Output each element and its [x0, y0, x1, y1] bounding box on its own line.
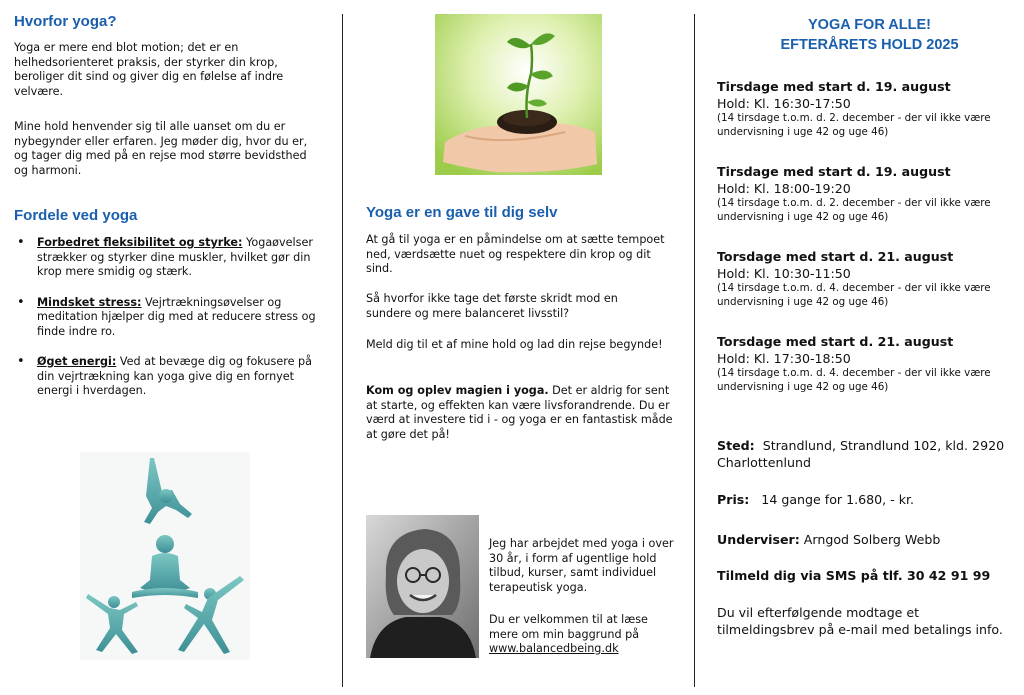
column-divider-left — [342, 14, 343, 687]
gift-paragraph-2: Så hvorfor ikke tage det første skridt mod en sundere og mere balanceret livsstil? — [366, 292, 618, 320]
plant-in-hands-image — [435, 14, 602, 175]
teacher-value: Arngod Solberg Webb — [799, 532, 941, 547]
why-yoga-paragraph-1: Yoga er mere end blot motion; det er en helhedsorienteret praksis, der styrker din krop, beroliger dit sind og giver dig en følelse af indre velvære. — [14, 41, 284, 98]
location-value: Strandlund, Strandlund 102, kld. 2920 Charlottenlund — [717, 438, 1009, 470]
benefit-title: Forbedret fleksibilitet og styrke: — [37, 236, 243, 249]
why-yoga-heading: Hvorfor yoga? — [14, 13, 117, 30]
schedule-title — [717, 15, 1022, 55]
column-right — [717, 0, 1017, 695]
price-label: Pris: — [717, 492, 750, 507]
class-title: Tirsdage med start d. 19. august — [717, 79, 951, 94]
bio-paragraph-2-text: Du er velkommen til at læse mere om min baggrund på — [489, 613, 648, 641]
schedule-title-line-2: EFTERÅRETS HOLD 2025 — [780, 37, 959, 53]
benefit-text: Ved at bevæge dig og fokusere på din vejrtrækning kan yoga give dig en fornyet energi i hverdagen. — [37, 355, 312, 397]
benefits-heading: Fordele ved yoga — [14, 207, 138, 224]
column-divider-right — [694, 14, 695, 687]
class-block — [717, 78, 1017, 139]
class-note: (14 tirsdage t.o.m. d. 2. december - der vil ikke være undervisning i uge 42 og uge 46) — [717, 112, 991, 138]
why-yoga-paragraph-2: Mine hold henvender sig til alle uanset om du er nybegynder eller erfaren. Jeg møder dig, hvor du er, og tager dig med på en rejse mod større bevidsthed og harmoni. — [14, 120, 308, 177]
gift-callout: Kom og oplev magien i yoga. — [366, 384, 549, 397]
price-value: 14 gange for 1.680, - kr. — [749, 492, 915, 507]
class-note: (14 tirsdage t.o.m. d. 4. december - der vil ikke være undervisning i uge 42 og uge 46) — [717, 367, 991, 393]
bio-paragraph-1: Jeg har arbejdet med yoga i over 30 år, i form af ugentlige hold tilbud, kurser, samt individuel terapeutisk yoga. — [489, 537, 674, 594]
class-note: (14 tirsdage t.o.m. d. 4. december - der vil ikke være undervisning i uge 42 og uge 46) — [717, 282, 991, 308]
gift-paragraph-1: At gå til yoga er en påmindelse om at sætte tempoet ned, værdsætte nuet og respektere din krop og dit sind. — [366, 233, 665, 275]
benefit-item — [37, 355, 322, 399]
class-time: Hold: Kl. 16:30-17:50 — [717, 96, 851, 111]
class-title: Tirsdage med start d. 19. august — [717, 164, 951, 179]
class-time: Hold: Kl. 17:30-18:50 — [717, 351, 851, 366]
benefits-list — [14, 236, 322, 415]
location-info — [717, 437, 1017, 471]
benefit-text: Vejrtrækningsøvelser og meditation hjælper dig med at reducere stress og finde indre ro. — [37, 295, 316, 338]
class-note: (14 tirsdage t.o.m. d. 2. december - der vil ikke være undervisning i uge 42 og uge 46) — [717, 197, 991, 223]
benefit-title: Øget energi: — [37, 355, 117, 368]
gift-paragraph-3: Meld dig til et af mine hold og lad din rejse begynde! — [366, 338, 663, 351]
benefit-title: Mindsket stress: — [37, 295, 142, 309]
benefit-item — [37, 236, 322, 280]
followup-info: Du vil efterfølgende modtage et tilmeldingsbrev på e-mail med betalings info. — [717, 605, 1003, 637]
column-left — [14, 0, 322, 695]
teacher-label: Underviser: — [717, 532, 800, 547]
benefit-text: Yogaøvelser strækker og styrker dine muskler, hvilket gør din krop mere smidig og stærk. — [37, 236, 313, 278]
gift-paragraph-4 — [366, 384, 676, 442]
class-title: Torsdage med start d. 21. august — [717, 334, 954, 349]
class-block — [717, 333, 1017, 394]
benefit-item — [37, 296, 322, 340]
column-middle — [366, 0, 676, 695]
teacher-info — [717, 531, 1017, 548]
gift-heading: Yoga er en gave til dig selv — [366, 204, 558, 221]
class-block — [717, 163, 1017, 224]
location-label: Sted: — [717, 438, 755, 453]
bio-paragraph-2 — [489, 613, 674, 657]
schedule-title-line-1: YOGA FOR ALLE! — [808, 17, 931, 33]
yoga-poses-illustration — [80, 452, 250, 660]
class-time: Hold: Kl. 18:00-19:20 — [717, 181, 851, 196]
class-title: Torsdage med start d. 21. august — [717, 249, 954, 264]
instructor-portrait — [366, 515, 479, 658]
class-block — [717, 248, 1017, 309]
price-info — [717, 491, 1017, 508]
website-link[interactable]: www.balancedbeing.dk — [489, 642, 619, 655]
class-time: Hold: Kl. 10:30-11:50 — [717, 266, 851, 281]
gift-paragraph-4-text: Det er aldrig for sent at starte, og effekten kan være livsforandrende. Du er værd at investere tid i - og yoga er en fantastisk måde at gøre det på! — [366, 384, 673, 441]
signup-info: Tilmeld dig via SMS på tlf. 30 42 91 99 — [717, 568, 991, 583]
